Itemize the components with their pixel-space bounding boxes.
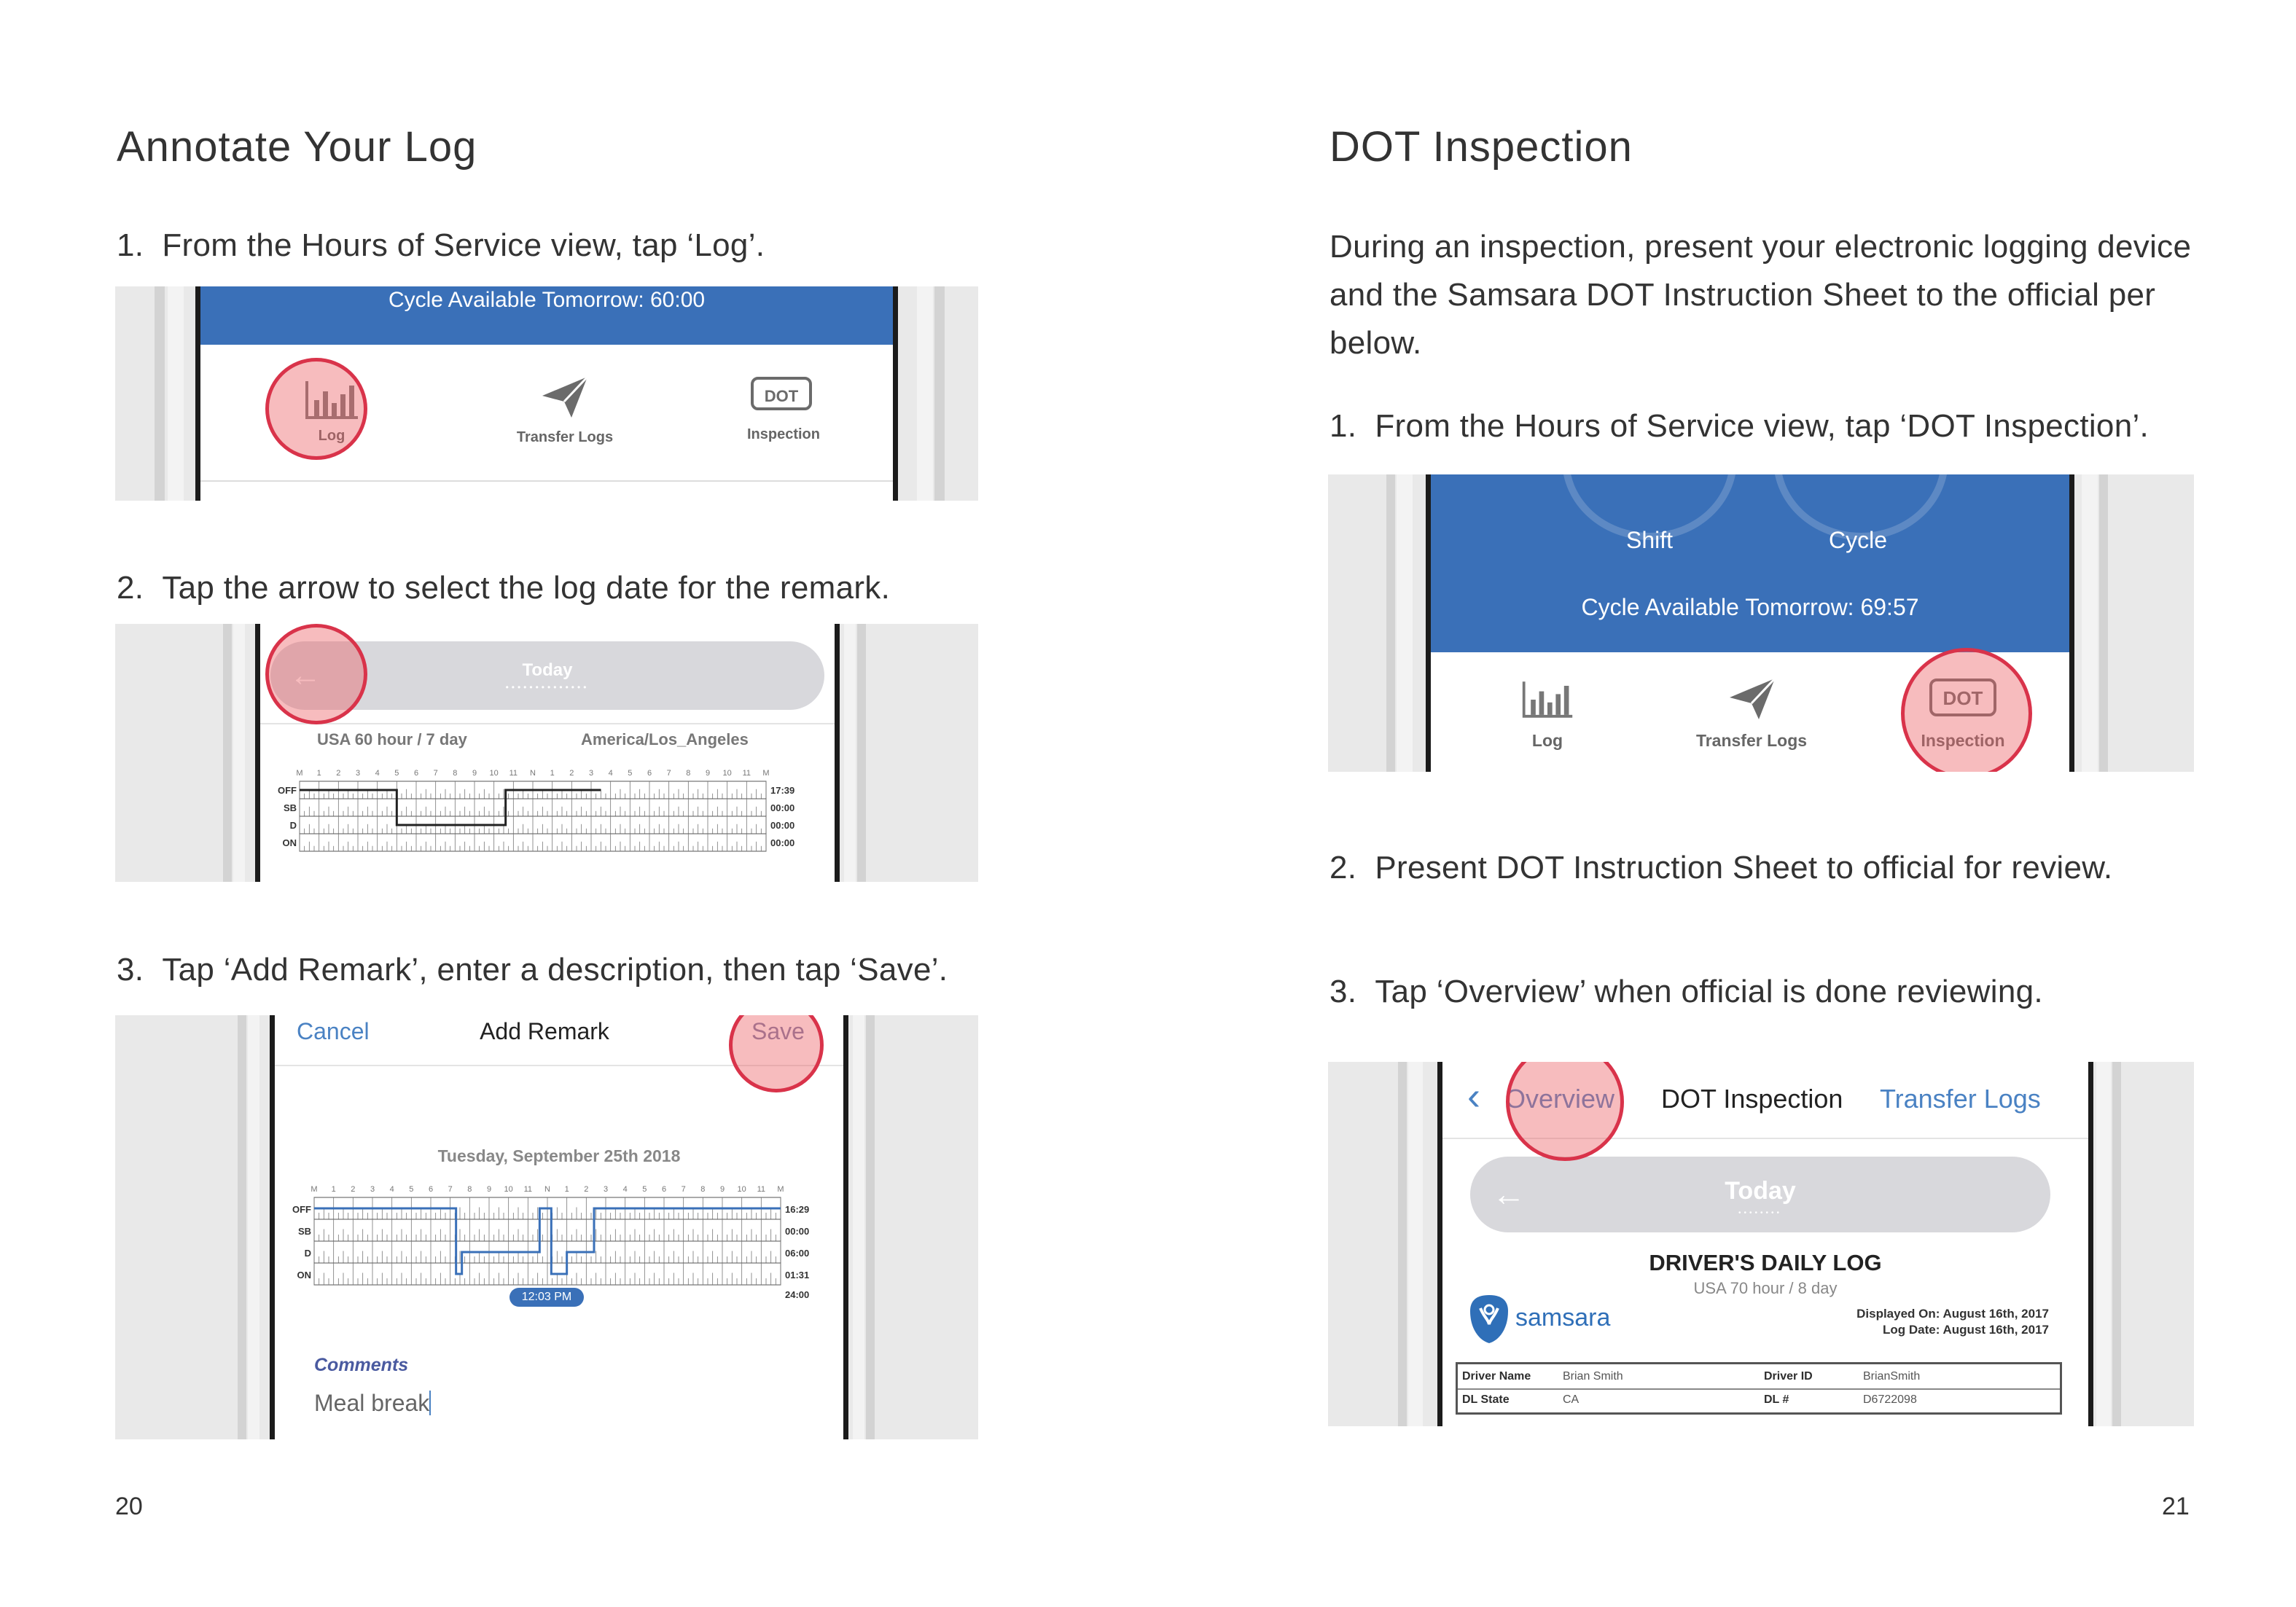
hour-label: 11 (523, 1185, 533, 1194)
step-number: 3. (1329, 974, 1357, 1009)
cycle-banner-right: Cycle Available Tomorrow: 69:57 (1581, 594, 1919, 620)
highlight-dot-inspection (1901, 648, 2032, 772)
duty-status-label: ON (297, 1270, 311, 1280)
table-row (1458, 1389, 2060, 1413)
hour-label: 10 (504, 1185, 513, 1194)
hour-label: N (530, 769, 536, 778)
timezone: America/Los_Angeles (581, 730, 749, 748)
left-page-title: Annotate Your Log (117, 123, 477, 171)
hour-label: 7 (433, 769, 438, 778)
transfer-logs-tab[interactable] (1671, 679, 1832, 759)
hour-label: 9 (472, 769, 477, 778)
displayed-on: Displayed On: August 16th, 2017 (1856, 1307, 2049, 1321)
table-cell-value: CA (1563, 1393, 1580, 1406)
right-page-title: DOT Inspection (1329, 123, 1633, 171)
hour-label: 7 (681, 1185, 686, 1194)
hour-label: 8 (686, 769, 691, 778)
hour-label: 3 (370, 1185, 375, 1194)
duty-status-label: ON (282, 837, 297, 848)
remark-date: Tuesday, September 25th 2018 (437, 1146, 681, 1165)
inspection-label: Inspection (746, 426, 820, 442)
duty-total: 00:00 (770, 837, 795, 848)
dot-badge-icon: DOT (751, 377, 812, 410)
duty-total: 00:00 (770, 802, 795, 813)
right-step-1 (1329, 408, 2149, 445)
duty-total: 00:00 (785, 1226, 810, 1237)
hour-label: 7 (448, 1185, 453, 1194)
today-label: Today (522, 660, 573, 680)
table-cell-label: DL # (1764, 1393, 1789, 1406)
date-selector[interactable] (1470, 1157, 2050, 1232)
duty-total: 17:39 (770, 784, 795, 796)
hour-label: 3 (355, 769, 361, 778)
right-step-3 (1329, 974, 2043, 1010)
text-cursor (429, 1391, 431, 1415)
overview-button[interactable]: Overview (1505, 1084, 1615, 1114)
table-cell-label: Driver Name (1462, 1370, 1531, 1383)
screenshot-dot-tab (1328, 474, 2194, 772)
right-step-2 (1329, 850, 2112, 886)
comment-input[interactable] (314, 1390, 817, 1422)
hour-label: 7 (666, 769, 671, 778)
dot-inspection-tab[interactable] (718, 374, 849, 454)
step-number: 1. (117, 227, 144, 263)
comment-value: Meal break (314, 1390, 430, 1416)
hour-label: 1 (316, 769, 321, 778)
duty-total: 01:31 (785, 1270, 810, 1280)
table-cell-value: D6722098 (1863, 1393, 1917, 1406)
screenshot-dot-inspection (1328, 1062, 2194, 1426)
hour-label: 5 (394, 769, 399, 778)
dot-badge-icon: DOT (1929, 679, 1996, 716)
screenshot-add-remark (115, 1015, 978, 1439)
hour-label: 10 (737, 1185, 746, 1194)
hour-label: N (544, 1185, 550, 1194)
hour-label: 6 (428, 1185, 434, 1194)
log-grid-svg (270, 767, 824, 876)
step-text: From the Hours of Service view, tap ‘DOT Inspection’. (1375, 408, 2149, 444)
ruleset: USA 60 hour / 7 day (317, 730, 467, 748)
duty-status-label: SB (297, 1226, 311, 1237)
step-number: 2. (117, 570, 144, 606)
table-cell-label: DL State (1462, 1393, 1510, 1406)
hour-label: 11 (742, 769, 751, 778)
duty-status-label: SB (283, 802, 297, 813)
screenshot-log-date (115, 624, 978, 882)
screenshot-log-tab (115, 286, 978, 501)
arrow-left-icon[interactable]: ← (289, 657, 321, 693)
log-tab[interactable] (1496, 679, 1598, 759)
hour-label: 8 (700, 1185, 706, 1194)
hour-label: 1 (331, 1185, 336, 1194)
left-step-1 (117, 227, 765, 264)
hour-label: 5 (409, 1185, 414, 1194)
inspection-label: Inspection (1921, 731, 2005, 750)
driver-table (1456, 1362, 2062, 1415)
hour-label: 10 (489, 769, 499, 778)
hour-label: 4 (622, 1185, 628, 1194)
highlight-log (265, 358, 367, 460)
hour-label: 4 (608, 769, 613, 778)
cancel-button[interactable]: Cancel (297, 1018, 370, 1044)
bar-chart-icon (1520, 679, 1575, 721)
hour-label: 9 (705, 769, 711, 778)
left-step-2 (117, 570, 890, 606)
arrow-left-icon[interactable]: ← (1492, 1175, 1526, 1213)
step-text: Tap ‘Overview’ when official is done reviewing. (1375, 974, 2043, 1009)
transfer-logs-link[interactable]: Transfer Logs (1880, 1084, 2041, 1114)
hour-label: 3 (588, 769, 594, 778)
step-number: 2. (1329, 850, 1357, 885)
samsara-logo (1469, 1294, 1644, 1345)
table-cell-value: Brian Smith (1563, 1370, 1623, 1383)
hour-label: 4 (375, 769, 380, 778)
back-chevron-icon[interactable]: ‹ (1467, 1074, 1480, 1118)
cycle-label: Cycle (1828, 527, 1887, 553)
dot-inspection-title: DOT Inspection (1661, 1084, 1843, 1114)
hour-label: 2 (351, 1185, 356, 1194)
daily-log-ruleset: USA 70 hour / 8 day (1693, 1279, 1838, 1297)
step-text: Tap ‘Add Remark’, enter a description, then tap ‘Save’. (162, 952, 948, 988)
hour-label: 9 (486, 1185, 492, 1194)
duty-total: 00:00 (770, 819, 795, 831)
right-page-number: 21 (2162, 1493, 2190, 1520)
hour-label: M (777, 1185, 784, 1194)
hour-label: 11 (509, 769, 518, 778)
duty-status-label: D (289, 819, 297, 831)
duty-status-label: D (304, 1248, 311, 1259)
highlight-back-arrow (265, 624, 367, 724)
comments-label: Comments (314, 1355, 409, 1375)
transfer-logs-tab[interactable] (492, 374, 638, 454)
step-text: Present DOT Instruction Sheet to official for review. (1375, 850, 2113, 885)
intro-paragraph: During an inspection, present your electronic logging device and the Samsara DOT Instruction Sheet to the official per below. (1329, 229, 2192, 361)
hour-label: 2 (336, 769, 341, 778)
paper-plane-icon (539, 374, 590, 421)
log-tab-label: Log (1531, 731, 1563, 750)
duty-total: 16:29 (785, 1204, 810, 1215)
transfer-logs-label: Transfer Logs (1695, 731, 1808, 750)
hour-label: 4 (389, 1185, 394, 1194)
hour-label: 6 (661, 1185, 667, 1194)
log-date: Log Date: August 16th, 2017 (1883, 1323, 2049, 1337)
left-step-3 (117, 952, 948, 988)
log-tab-label: Log (318, 428, 345, 444)
grand-total: 24:00 (785, 1289, 810, 1300)
left-page-number: 20 (115, 1493, 143, 1520)
hour-label: 6 (647, 769, 652, 778)
step-number: 3. (117, 952, 144, 988)
table-cell-label: Driver ID (1764, 1370, 1813, 1383)
cycle-banner: Cycle Available Tomorrow: 60:00 (200, 286, 893, 345)
duty-total: 06:00 (785, 1248, 810, 1259)
hour-label: 9 (719, 1185, 725, 1194)
hour-label: 3 (603, 1185, 609, 1194)
hour-label: 1 (550, 769, 555, 778)
hour-label: M (311, 1185, 318, 1194)
transfer-logs-label: Transfer Logs (516, 429, 614, 445)
page-dots: •••••••• (1738, 1209, 1782, 1217)
hour-label: 6 (413, 769, 419, 778)
step-number: 1. (1329, 408, 1357, 444)
save-button[interactable]: Save (751, 1018, 805, 1044)
hour-label: 8 (453, 769, 458, 778)
shift-label: Shift (1625, 527, 1674, 553)
hour-label: 2 (569, 769, 574, 778)
samsara-logo-icon (1469, 1294, 1510, 1345)
duty-status-label: OFF (278, 784, 297, 796)
table-row (1458, 1364, 2060, 1390)
hour-label: 1 (564, 1185, 569, 1194)
hour-label: M (296, 769, 303, 778)
hour-label: 5 (642, 1185, 647, 1194)
hour-label: 5 (628, 769, 633, 778)
daily-log-title: DRIVER'S DAILY LOG (1649, 1250, 1882, 1275)
duty-status-label: OFF (292, 1204, 311, 1215)
log-grid-left (270, 767, 824, 876)
add-remark-title: Add Remark (480, 1018, 609, 1044)
hour-label: 11 (757, 1185, 766, 1194)
samsara-wordmark: samsara (1515, 1304, 1611, 1332)
page-dots: •••••••••••••• (505, 682, 590, 692)
hour-label: 8 (467, 1185, 472, 1194)
hour-label: 2 (584, 1185, 589, 1194)
time-marker[interactable]: 12:03 PM (509, 1288, 584, 1307)
step-text: Tap the arrow to select the log date for the remark. (162, 570, 891, 606)
today-label: Today (1725, 1177, 1796, 1205)
hour-label: 10 (722, 769, 732, 778)
table-cell-value: BrianSmith (1863, 1370, 1921, 1383)
hour-label: M (762, 769, 770, 778)
paper-plane-icon (1727, 676, 1778, 722)
step-text: From the Hours of Service view, tap ‘Log’. (162, 227, 765, 263)
